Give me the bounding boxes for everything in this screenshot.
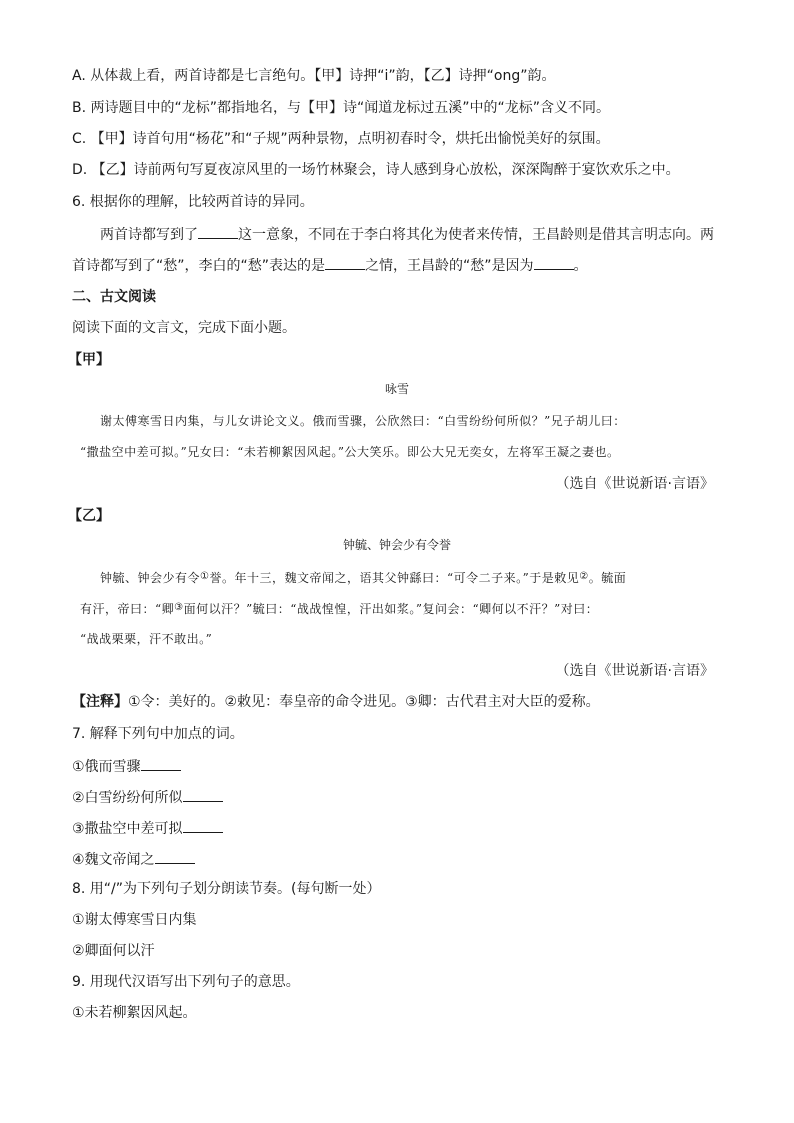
question-8-stem: 8. 用“/”为下列句子划分朗读节奏。(每句断一处） [72,881,381,897]
question-8-item: ①谢太傅寒雪日内集 [72,912,197,928]
q6-text: 这一意象，不同在于李白将其化为使者来传情，王昌龄则是借其言明志向。两 [238,227,714,243]
yi-text: 。毓面 [588,571,627,585]
q6-text: 之情，王昌龄的“愁”是因为 [365,258,534,274]
answer-blank[interactable] [198,224,238,239]
section-heading: 二、古文阅读 [72,289,156,305]
question-7-stem: 7. 解释下列句中加点的词。 [72,726,244,742]
item-text: ①俄而雪骤 [72,759,141,775]
passage-yi-label: 【乙】 [68,508,110,524]
question-9-stem: 9. 用现代汉语写出下列句子的意思。 [72,974,300,990]
passage-yi-line [80,599,598,618]
answer-blank[interactable] [183,818,223,833]
yi-text: 面何以汗？”毓曰：“战战惶惶，汗出如浆。”复问会：“卿何以不汗？”对曰： [183,602,599,616]
q6-text: 两首诗都写到了 [100,227,198,243]
passage-yi-title: 钟毓、钟会少有令誉 [342,538,451,552]
question-6-paragraph-line1 [100,224,714,245]
question-6-paragraph-line2 [72,255,588,276]
yi-text: 钟毓、钟会少有令 [100,571,201,585]
footnote-marker: ① [200,571,210,582]
option-c: C. 【甲】诗首句用“杨花”和“子规”两种景物，点明初春时令，烘托出愉悦美好的氛围。 [72,131,610,147]
answer-blank[interactable] [141,756,181,771]
passage-jia-line: 谢太傅寒雪日内集，与儿女讲论文义。俄而雪骤，公欣然曰：“白雪纷纷何所似？”兄子胡儿曰： [100,414,626,428]
option-a: A. 从体裁上看，两首诗都是七言绝句。【甲】诗押“i”韵，【乙】诗押“ong”韵。 [72,68,556,84]
passage-jia-label: 【甲】 [68,352,110,368]
passage-jia-line: “撒盐空中差可拟。”兄女曰：“未若柳絮因风起。”公大笑乐。即公大兄无奕女，左将军王凝之妻也。 [80,445,620,459]
item-text: ③撒盐空中差可拟 [72,821,183,837]
question-7-item [72,756,181,777]
footnotes-label: 【注释】 [72,694,128,710]
section-intro: 阅读下面的文言文，完成下面小题。 [72,320,296,336]
answer-blank[interactable] [155,849,195,864]
question-6-stem: 6. 根据你的理解，比较两首诗的异同。 [72,194,314,210]
question-7-item [72,787,223,808]
passage-yi-line [100,568,626,587]
yi-text: 誉。年十三，魏文帝闻之，语其父钟繇曰：“可令二子来。”于是敕见 [209,571,580,585]
item-text: ④魏文帝闻之 [72,852,155,868]
q6-text: 。 [573,258,588,274]
option-b: B. 两诗题目中的“龙标”都指地名，与【甲】诗“闻道龙标过五溪”中的“龙标”含义不同。 [72,100,611,116]
answer-blank[interactable] [534,255,574,270]
yi-text: 有汗，帝曰：“卿 [80,602,175,616]
passage-jia-source: （选自《世说新语·言语》 [555,476,714,492]
answer-blank[interactable] [183,787,223,802]
footnotes-text: ①令：美好的。②敕见：奉皇帝的命令进见。③卿：古代君主对大臣的爱称。 [128,694,600,710]
passage-yi-line: “战战栗栗，汗不敢出。” [80,632,213,646]
answer-blank[interactable] [325,255,365,270]
passage-yi-source: （选自《世说新语·言语》 [555,663,714,679]
footnotes [72,692,600,712]
footnote-marker: ② [579,571,589,582]
item-text: ②白雪纷纷何所似 [72,790,183,806]
question-7-item [72,818,223,839]
question-9-item: ①未若柳絮因风起。 [72,1005,197,1021]
question-7-item [72,849,195,870]
q6-text: 首诗都写到了“愁”，李白的“愁”表达的是 [72,258,326,274]
question-8-item: ②卿面何以汗 [72,943,155,959]
passage-jia-title: 咏雪 [384,382,409,396]
footnote-marker: ③ [174,602,184,613]
option-d: D. 【乙】诗前两句写夏夜凉风里的一场竹林聚会，诗人感到身心放松，深深陶醉于宴饮欢乐之中。 [72,162,680,178]
